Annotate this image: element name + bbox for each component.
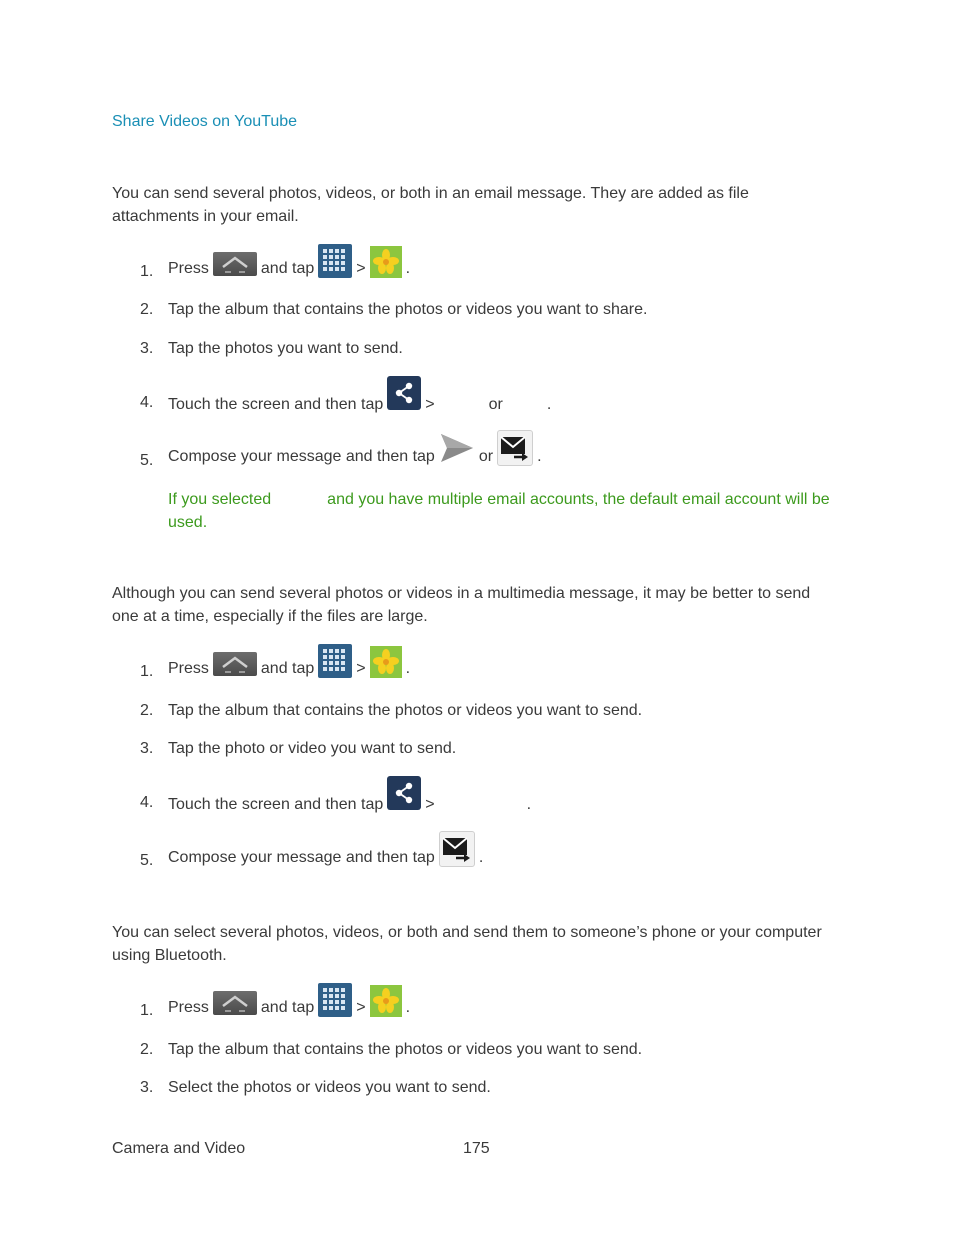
page-number: 175 xyxy=(463,1140,490,1157)
send-email-icon xyxy=(497,430,533,466)
step-end: . xyxy=(526,796,532,813)
step-text: Press xyxy=(168,999,209,1016)
email-step-5 xyxy=(168,430,542,466)
step-number: 3. xyxy=(140,1079,154,1096)
step-number: 3. xyxy=(140,740,154,757)
step-separator: > xyxy=(356,660,366,677)
step-text: Press xyxy=(168,660,209,677)
send-icon xyxy=(439,430,475,466)
send-email-icon xyxy=(439,831,475,867)
mms-intro: Although you can send several photos or videos in a multimedia message, it may be better to send one at a time, especially if the files are large. xyxy=(112,585,811,625)
email-step-3: Tap the photos you want to send. xyxy=(168,340,403,357)
step-text: and tap xyxy=(260,260,315,277)
step-separator: > xyxy=(356,999,366,1016)
step-end: . xyxy=(405,660,411,677)
bt-step-3: Select the photos or videos you want to send. xyxy=(168,1079,491,1096)
step-text: and tap xyxy=(260,999,315,1016)
email-note xyxy=(168,488,838,534)
bt-step-1 xyxy=(168,983,410,1017)
step-end: . xyxy=(537,448,542,465)
step-number: 4. xyxy=(140,794,154,811)
gallery-icon xyxy=(370,246,402,278)
email-step-4 xyxy=(168,376,551,414)
note-text-part2: and you have multiple email accounts, the default email account will be used. xyxy=(168,491,830,531)
email-step-1 xyxy=(168,244,410,278)
step-number: 2. xyxy=(140,301,154,318)
home-key-icon xyxy=(213,252,257,276)
step-number: 3. xyxy=(140,340,154,357)
step-number: 1. xyxy=(140,1002,154,1019)
home-key-icon xyxy=(213,991,257,1015)
step-number: 2. xyxy=(140,702,154,719)
step-text: Compose your message and then tap xyxy=(168,849,435,866)
step-end: . xyxy=(405,260,411,277)
bluetooth-intro: You can select several photos, videos, or both and send them to someone’s phone or your computer using Bluetooth. xyxy=(112,924,822,964)
gallery-icon xyxy=(370,985,402,1017)
apps-icon xyxy=(318,644,352,678)
step-separator: > xyxy=(425,796,435,813)
step-number: 5. xyxy=(140,452,154,469)
email-step-2: Tap the album that contains the photos or videos you want to share. xyxy=(168,301,648,318)
home-key-icon xyxy=(213,652,257,676)
step-or: or xyxy=(478,448,494,465)
step-separator: > xyxy=(356,260,366,277)
gallery-icon xyxy=(370,646,402,678)
bt-step-2: Tap the album that contains the photos or videos you want to send. xyxy=(168,1041,643,1058)
share-icon xyxy=(387,776,421,810)
step-number: 4. xyxy=(140,394,154,411)
step-text: Compose your message and then tap xyxy=(168,448,435,465)
share-icon xyxy=(387,376,421,410)
step-or: or xyxy=(488,396,503,413)
step-end: . xyxy=(405,999,411,1016)
step-text: Touch the screen and then tap xyxy=(168,796,384,813)
apps-icon xyxy=(318,983,352,1017)
step-number: 2. xyxy=(140,1041,154,1058)
email-intro: You can send several photos, videos, or both in an email message. They are added as file attachments in your email. xyxy=(112,185,749,225)
note-text-part1: If you selected xyxy=(168,491,272,508)
section-link-share-videos-youtube[interactable]: Share Videos on YouTube xyxy=(112,113,298,130)
footer-section-title: Camera and Video xyxy=(112,1140,246,1157)
apps-icon xyxy=(318,244,352,278)
step-number: 5. xyxy=(140,852,154,869)
step-text: Press xyxy=(168,260,209,277)
mms-step-4 xyxy=(168,776,531,814)
mms-step-1 xyxy=(168,644,410,678)
mms-step-3: Tap the photo or video you want to send. xyxy=(168,740,457,757)
step-end: . xyxy=(546,396,552,413)
step-separator: > xyxy=(425,396,435,413)
mms-step-2: Tap the album that contains the photos or videos you want to send. xyxy=(168,702,643,719)
step-text: and tap xyxy=(260,660,315,677)
step-number: 1. xyxy=(140,263,154,280)
mms-step-5 xyxy=(168,831,483,867)
step-text: Touch the screen and then tap xyxy=(168,396,384,413)
step-end: . xyxy=(478,849,484,866)
step-number: 1. xyxy=(140,663,154,680)
